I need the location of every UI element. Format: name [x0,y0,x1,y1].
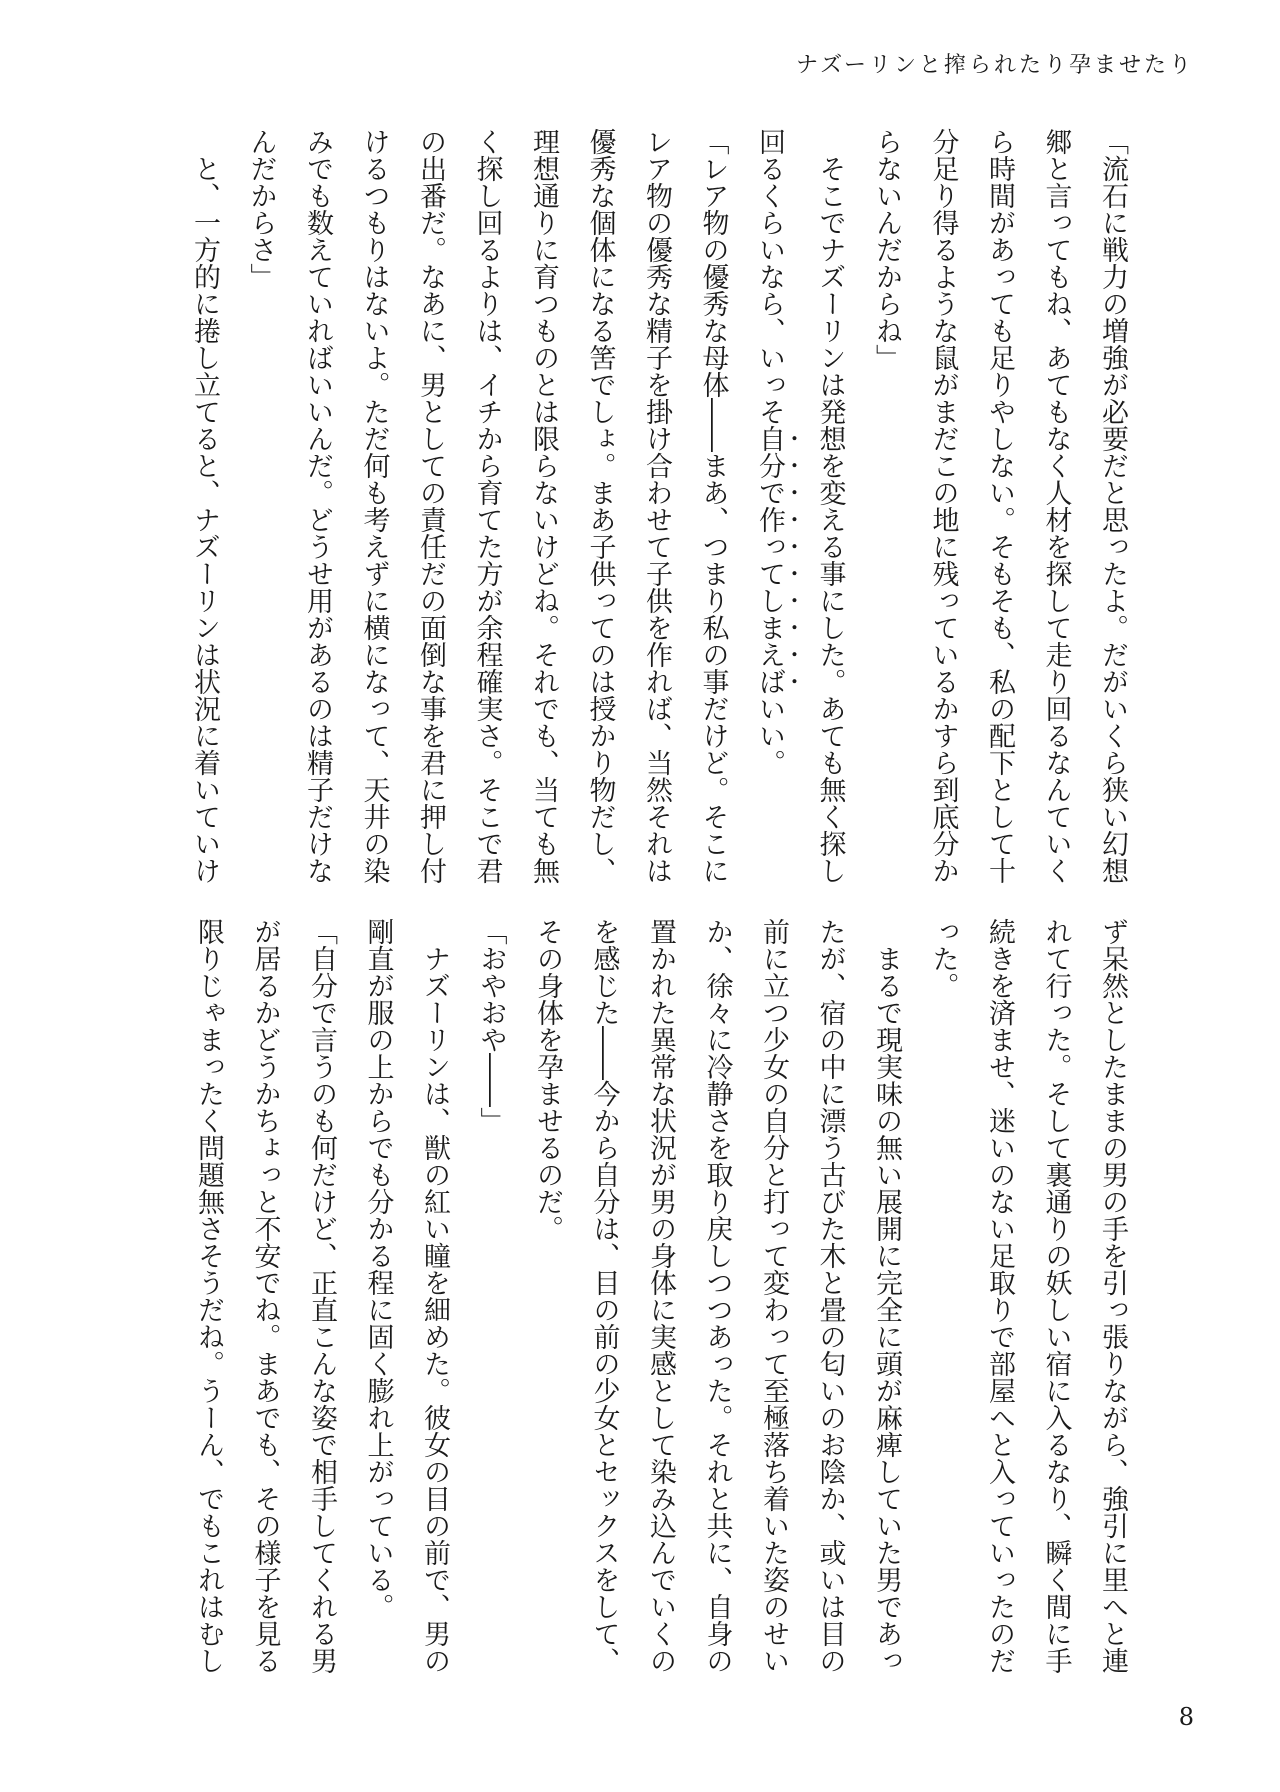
text-line: を感じた――今から自分は、目の前の少女とセックスをして、 [588,918,620,1674]
text-line: まるで現実味の無い展開に完全に頭が麻痺していた男であっ [871,918,902,1674]
text-line: 前に立つ少女の自分と打って変わって至極落ち着いた姿のせい [758,918,789,1674]
text-line: ず呆然としたままの男の手を引っ張りながら、強引に里へと連 [1097,918,1128,1674]
text-line: んだからさ」 [245,128,277,290]
text-line: その身体を孕ませるのだ。 [532,918,563,1242]
text-line: 「自分で言うのも何だけど、正直こんな姿で相手してくれる男 [306,918,337,1674]
text-line: 「流石に戦力の増強が必要だと思ったよ。だがいくら狭い幻想 [1097,128,1128,884]
text-line: く探し回るよりは、イチから育てた方が余程確実さ。そこで君 [471,128,503,884]
text-line: 置かれた異常な状況が男の身体に実感として染み込んでいくの [645,918,676,1674]
text-line: 理想通りに育つものとは限らないけどね。それでも、当ても無 [528,128,559,884]
text-line: ら時間があっても足りやしない。そもそも、私の配下として十 [984,128,1015,884]
text-line: 限りじゃまったく問題無さそうだね。うーん、でもこれはむし [193,918,224,1674]
text-line: った。 [927,918,959,999]
text-line: みでも数えていればいいんだ。どうせ用があるのは精子だけな [302,128,333,884]
text-line: と、一方的に捲し立てると、ナズーリンは状況に着いていけ [189,128,220,884]
text-line: が居るかどうかちょっと不安でね。まあでも、その様子を見る [249,918,281,1674]
text-line: 分足り得るような鼠がまだこの地に残っているかすら到底分か [927,128,959,884]
text-block-lower [180,918,1141,1688]
running-header: ナズーリンと搾られたり孕ませたり [795,53,1194,78]
text-line: 「おやおや――」 [475,918,507,1134]
text-line: か、徐々に冷静さを取り戻しつつあった。それと共に、自身の [701,918,733,1674]
text-line: そこでナズーリンは発想を変える事にした。あても無く探し [814,128,846,884]
text-segment: 回るくらいなら、いっそ [754,128,785,425]
page-number: 8 [1178,1703,1194,1731]
text-line: 優秀な個体になる筈でしょ。まあ子供ってのは授かり物だし、 [584,128,616,884]
text-block-upper [176,128,1141,898]
text-line: ナズーリンは、獣の紅い瞳を細めた。彼女の目の前で、男の [419,918,450,1674]
text-line: の出番だ。なあに、男としての責任だの面倒な事を君に押し付 [415,128,446,884]
text-line: レア物の優秀な精子を掛け合わせて子供を作れば、当然それは [641,128,672,884]
text-line: 続きを済ませ、迷いのない足取りで部屋へと入っていったのだ [984,918,1015,1674]
text-line: 剛直が服の上からでも分かる程に固く膨れ上がっている。 [362,918,394,1620]
text-line [741,128,802,898]
text-segment: いい。 [754,695,785,776]
text-line: れて行った。そして裏通りの妖しい宿に入るなり、瞬く間に手 [1040,918,1072,1674]
text-line: 「レア物の優秀な母体――まあ、つまり私の事だけど。そこに [697,128,729,884]
text-line: らないんだからね」 [871,128,902,371]
emphasized-text: 自分で作ってしまえば [754,425,785,695]
text-line: たが、宿の中に漂う古びた木と畳の匂いのお陰か、或いは目の [814,918,846,1674]
text-line: けるつもりはないよ。ただ何も考えずに横になって、天井の染 [358,128,390,884]
text-line: 郷と言ってもね、あてもなく人材を探して走り回るなんていく [1040,128,1072,884]
